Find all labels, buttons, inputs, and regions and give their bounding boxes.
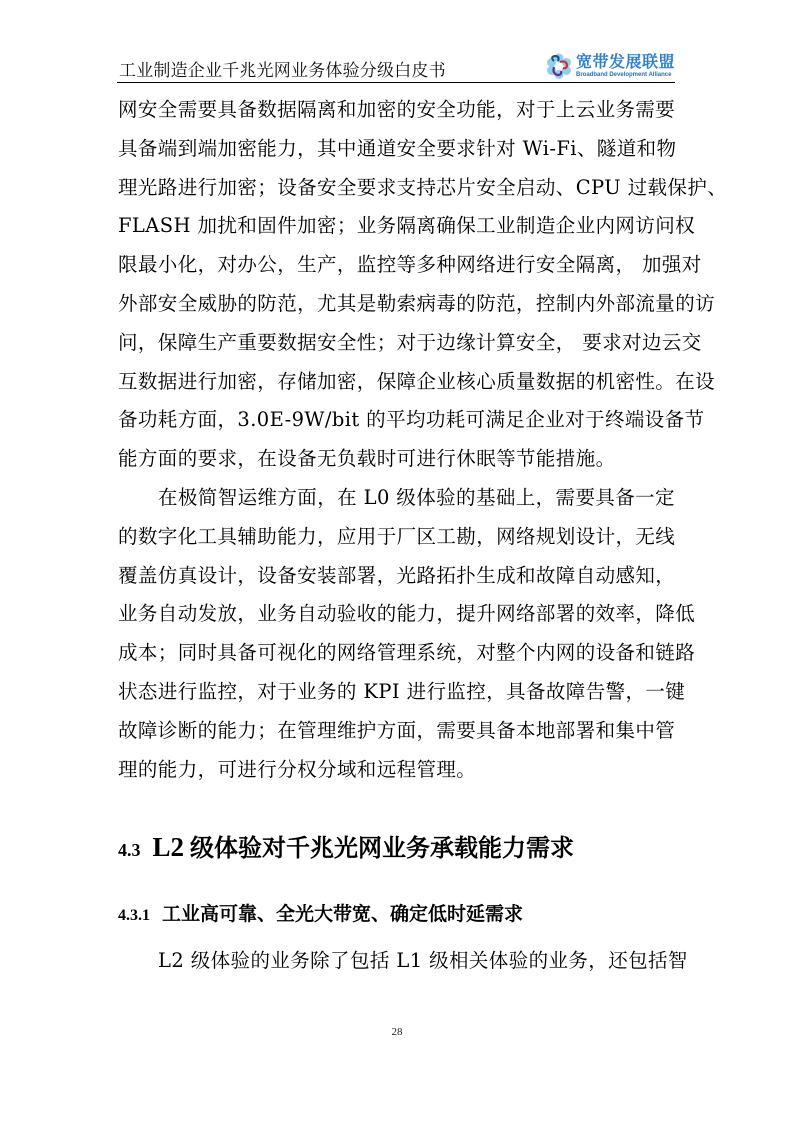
logo-name-cn: 宽带发展联盟 — [575, 52, 675, 71]
text-line: 互数据进行加密，存储加密，保障企业核心质量数据的机密性。在设 — [118, 369, 716, 393]
text-line: FLASH 加扰和固件加密；业务隔离确保工业制造企业内网访问权 — [118, 214, 696, 238]
text-line: 理光路进行加密；设备安全要求支持芯片安全启动、CPU 过载保护、 — [118, 175, 728, 199]
text-line: 具备端到端加密能力，其中通道安全要求针对 Wi-Fi、隧道和物 — [118, 136, 677, 160]
text-line: 故障诊断的能力；在管理维护方面，需要具备本地部署和集中管 — [118, 718, 676, 742]
subsection-heading — [118, 899, 523, 926]
text-line: 理的能力，可进行分权分域和远程管理。 — [118, 757, 477, 781]
paragraph — [118, 942, 688, 981]
text-line: 的数字化工具辅助能力，应用于厂区工勘，网络规划设计，无线 — [118, 524, 676, 548]
text-line: 备功耗方面，3.0E-9W/bit 的平均功耗可满足企业对于终端设备节 — [118, 408, 705, 432]
section-number: 4.3 — [118, 840, 141, 860]
paragraph-start-line: L2 级体验的业务除了包括 L1 级相关体验的业务，还包括智 — [158, 949, 688, 972]
page-number: 28 — [391, 1026, 403, 1038]
text-line: 成本；同时具备可视化的网络管理系统，对整个内网的设备和链路 — [118, 641, 696, 665]
text-line: 问，保障生产重要数据安全性；对于边缘计算安全， 要求对边云交 — [118, 330, 702, 354]
text-line: 覆盖仿真设计，设备安装部署，光路拓扑生成和故障自动感知， — [118, 563, 676, 587]
page-header — [117, 48, 675, 83]
section-heading — [118, 828, 574, 863]
flower-logo-icon — [546, 53, 572, 79]
alliance-logo — [546, 52, 675, 80]
section-title: 级体验对千兆光网业务承载能力需求 — [190, 834, 575, 862]
subsection-title: 工业高可靠、全光大带宽、确定低时延需求 — [162, 903, 524, 925]
section-level: L2 — [152, 832, 185, 862]
text-line: 网安全需要具备数据隔离和加密的安全功能，对于上云业务需要 — [118, 98, 676, 121]
subsection-number: 4.3.1 — [118, 907, 150, 924]
text-line: 业务自动发放，业务自动验收的能力，提升网络部署的效率，降低 — [118, 602, 696, 626]
text-line: 外部安全威胁的防范，尤其是勒索病毒的防范，控制内外部流量的访 — [118, 291, 716, 315]
text-line: 能方面的要求，在设备无负载时可进行休眠等节能措施。 — [118, 447, 616, 471]
logo-name-en: Broadband Development Alliance — [575, 72, 672, 78]
text-line: 状态进行监控，对于业务的 KPI 进行监控，具备故障告警，一键 — [118, 679, 686, 703]
document-title: 工业制造企业千兆光网业务体验分级白皮书 — [119, 61, 446, 81]
paragraph-start-line: 在极简智运维方面，在 L0 级体验的基础上，需要具备一定 — [158, 485, 675, 509]
logo-text — [576, 54, 675, 78]
text-line: 限最小化，对办公，生产，监控等多种网络进行安全隔离， 加强对 — [118, 253, 702, 277]
body-text — [118, 91, 728, 789]
